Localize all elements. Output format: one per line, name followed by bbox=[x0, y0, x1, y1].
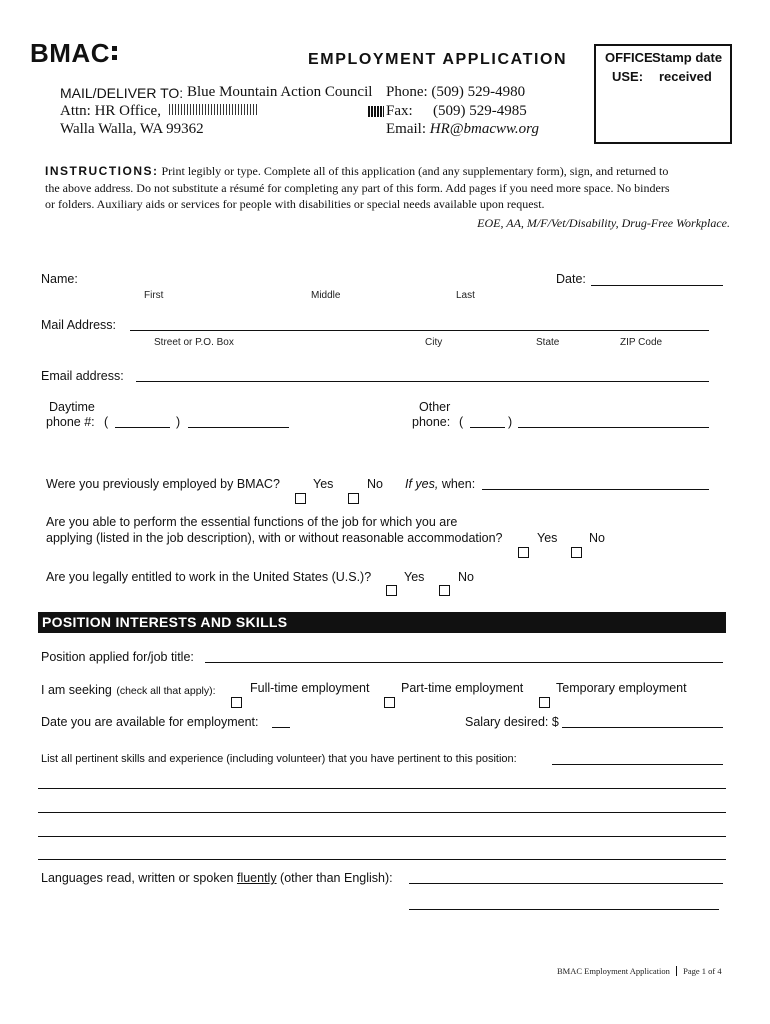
mail-address-field[interactable] bbox=[130, 330, 709, 331]
legally-no-label: No bbox=[458, 570, 474, 584]
essential-no-label: No bbox=[589, 531, 605, 545]
available-date-field[interactable] bbox=[272, 727, 290, 728]
other-phone-label-1: Other bbox=[419, 400, 451, 414]
if-yes-when-label bbox=[405, 477, 475, 491]
essential-yes-label: Yes bbox=[537, 531, 558, 545]
daytime-paren-open: ( bbox=[104, 415, 109, 429]
full-time-checkbox[interactable] bbox=[231, 697, 242, 708]
email-label: Email: bbox=[386, 121, 426, 137]
when-text: when: bbox=[441, 477, 476, 491]
available-date-label: Date you are available for employment: bbox=[41, 715, 259, 729]
date-label: Date: bbox=[556, 272, 586, 286]
fax-number: (509) 529-4985 bbox=[433, 103, 527, 119]
languages-fluently: fluently bbox=[236, 871, 277, 885]
email-address-label: Email address: bbox=[41, 369, 124, 383]
first-sublabel: First bbox=[144, 290, 164, 301]
if-yes-text: If yes, bbox=[405, 477, 439, 491]
mail-deliver-label: MAIL/DELIVER TO: bbox=[60, 85, 184, 101]
instructions bbox=[45, 163, 730, 231]
essential-no-checkbox[interactable] bbox=[571, 547, 582, 558]
prev-employed-when-field[interactable] bbox=[482, 489, 709, 490]
section-header-bar bbox=[38, 612, 726, 633]
skills-field-line-2[interactable] bbox=[38, 812, 726, 813]
prev-employed-no-checkbox[interactable] bbox=[348, 493, 359, 504]
office-use-label-1: OFFICE bbox=[605, 50, 653, 65]
phone-line: Phone: (509) 529-4980 bbox=[386, 84, 526, 100]
languages-field-line-1[interactable] bbox=[409, 883, 723, 884]
job-title-label: Position applied for/job title: bbox=[41, 650, 194, 664]
prev-employed-yes-label: Yes bbox=[313, 477, 334, 491]
part-time-checkbox[interactable] bbox=[384, 697, 395, 708]
logo bbox=[30, 38, 120, 69]
section-title: POSITION INTERESTS AND SKILLS bbox=[42, 614, 288, 630]
seeking-label-row bbox=[41, 681, 216, 699]
street-sublabel: Street or P.O. Box bbox=[154, 337, 234, 348]
footer-page: Page 1 of 4 bbox=[683, 966, 722, 976]
instructions-label: INSTRUCTIONS: bbox=[45, 164, 159, 178]
stamp-label-1: Stamp date bbox=[652, 50, 723, 65]
skills-field-line-0[interactable] bbox=[552, 764, 723, 765]
skills-field-line-1[interactable] bbox=[38, 788, 726, 789]
other-phone-field[interactable] bbox=[518, 427, 709, 428]
full-time-label: Full-time employment bbox=[250, 681, 370, 695]
skills-field-line-4[interactable] bbox=[38, 859, 726, 860]
job-title-field[interactable] bbox=[205, 662, 723, 663]
name-label: Name: bbox=[41, 272, 78, 286]
essential-question-line-2: applying (listed in the job description), with or without reasonable accommodation? bbox=[46, 531, 503, 545]
zip-sublabel: ZIP Code bbox=[620, 337, 663, 348]
daytime-area-code-field[interactable] bbox=[115, 427, 170, 428]
office-use-box bbox=[594, 44, 732, 144]
state-sublabel: State bbox=[536, 337, 560, 348]
city-line: Walla Walla, WA 99362 bbox=[60, 121, 204, 137]
languages-field-line-2[interactable] bbox=[409, 909, 719, 910]
legally-no-checkbox[interactable] bbox=[439, 585, 450, 596]
seeking-label: I am seeking bbox=[41, 683, 112, 697]
salary-field[interactable] bbox=[562, 727, 723, 728]
prev-employed-question: Were you previously employed by BMAC? bbox=[46, 477, 280, 491]
part-time-label: Part-time employment bbox=[401, 681, 524, 695]
attn-text: Attn: HR Office, bbox=[60, 103, 161, 119]
daytime-label-2: phone #: bbox=[46, 415, 95, 429]
temporary-label: Temporary employment bbox=[556, 681, 687, 695]
garbled-glyphs bbox=[169, 104, 259, 115]
email-line bbox=[386, 121, 539, 138]
languages-label bbox=[41, 871, 393, 885]
daytime-label-1: Daytime bbox=[49, 400, 95, 414]
daytime-paren-close: ) bbox=[176, 415, 181, 429]
mail-address-label: Mail Address: bbox=[41, 318, 117, 332]
skills-field-line-3[interactable] bbox=[38, 836, 726, 837]
skills-label: List all pertinent skills and experience (including volunteer) that you have pertinent to this position: bbox=[41, 753, 517, 765]
stamp-label-2: received bbox=[659, 69, 712, 84]
instructions-line-1: INSTRUCTIONS: Print legibly or type. Complete all of this application (and any supplementary form), sign, and returned to bbox=[45, 164, 669, 178]
essential-question-line-1: Are you able to perform the essential functions of the job for which you are bbox=[46, 515, 458, 529]
attn-line bbox=[60, 103, 259, 120]
legally-yes-label: Yes bbox=[404, 570, 425, 584]
org-name: Blue Mountain Action Council bbox=[187, 84, 373, 100]
instructions-line-3: or folders. Auxiliary aids or services for people with disabilities or special needs available upon request. bbox=[45, 197, 545, 211]
footer-divider bbox=[676, 966, 677, 976]
salary-label: Salary desired: $ bbox=[465, 715, 559, 729]
email-address: HR@bmacww.org bbox=[429, 121, 539, 137]
legally-yes-checkbox[interactable] bbox=[386, 585, 397, 596]
instructions-line-2: the above address. Do not substitute a résumé for completing any part of this form. Add pages if you need more space. No binders bbox=[45, 180, 670, 195]
daytime-phone-field[interactable] bbox=[188, 427, 289, 428]
footer-doc-name: BMAC Employment Application bbox=[557, 966, 670, 976]
check-all-note: (check all that apply): bbox=[116, 685, 216, 697]
other-paren-open: ( bbox=[459, 415, 464, 429]
prev-employed-no-label: No bbox=[367, 477, 383, 491]
legally-entitled-question: Are you legally entitled to work in the United States (U.S.)? bbox=[46, 570, 372, 584]
temporary-checkbox[interactable] bbox=[539, 697, 550, 708]
city-sublabel: City bbox=[425, 337, 443, 348]
middle-sublabel: Middle bbox=[311, 290, 341, 301]
date-field[interactable] bbox=[591, 285, 723, 286]
essential-yes-checkbox[interactable] bbox=[518, 547, 529, 558]
page-title: EMPLOYMENT APPLICATION bbox=[308, 51, 568, 68]
other-phone-label-2: phone: bbox=[412, 415, 451, 429]
logo-mark bbox=[112, 46, 120, 60]
languages-post: (other than English): bbox=[276, 871, 393, 885]
fax-label: Fax: bbox=[386, 103, 413, 119]
logo-text: BMAC bbox=[30, 38, 110, 68]
footer bbox=[557, 966, 722, 976]
other-area-code-field[interactable] bbox=[470, 427, 505, 428]
email-address-field[interactable] bbox=[136, 381, 709, 382]
office-use-label-2: USE: bbox=[612, 69, 644, 84]
prev-employed-yes-checkbox[interactable] bbox=[295, 493, 306, 504]
other-paren-close: ) bbox=[508, 415, 513, 429]
languages-pre: Languages read, written or spoken bbox=[41, 871, 237, 885]
fax-icon-glyph bbox=[368, 106, 384, 117]
last-sublabel: Last bbox=[456, 290, 475, 301]
eoe-statement: EOE, AA, M/F/Vet/Disability, Drug-Free Workplace. bbox=[477, 215, 730, 230]
